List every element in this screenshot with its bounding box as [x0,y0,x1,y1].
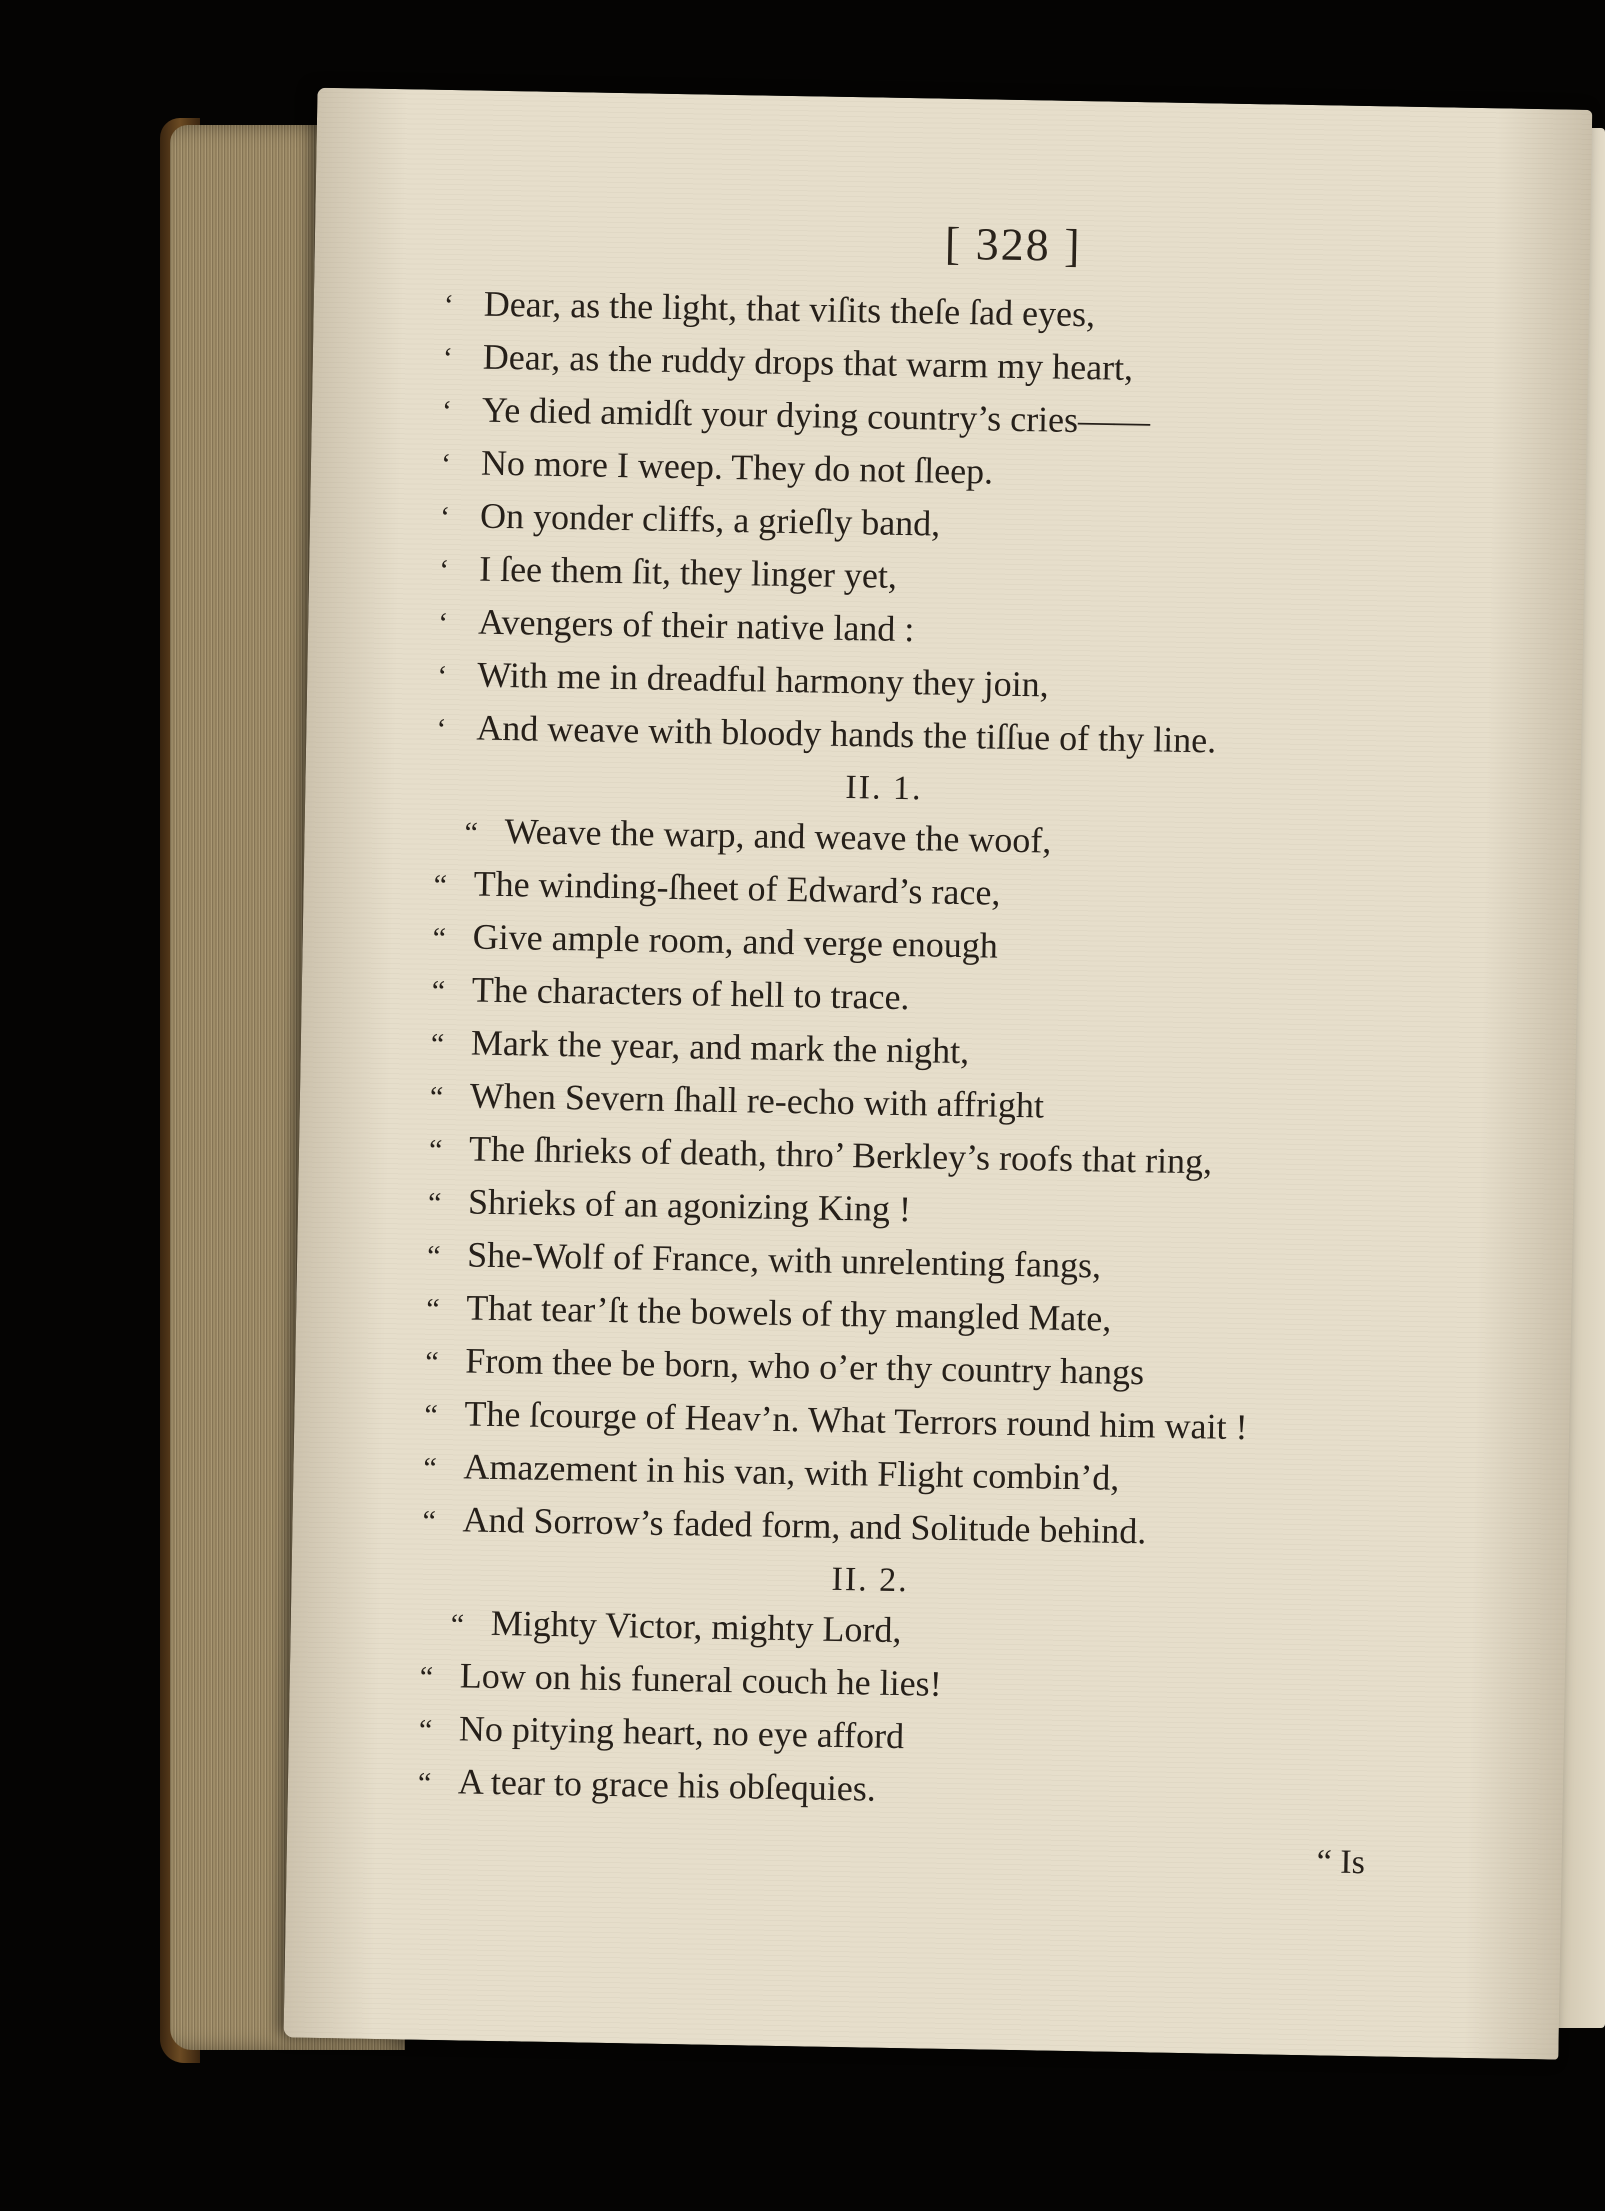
poem-line: “ Mark the year, and mark the night, [430,1022,970,1072]
poem-line: “ When Severn ſhall re-echo with affright [429,1075,1045,1126]
catchword: “ Is [1316,1843,1366,1882]
poem-line: “ Give ample room, and verge enough [432,916,999,966]
poem-line: “ And Sorrow’s faded form, and Solitude behind. [422,1499,1147,1552]
poem-line: ‘ And weave with bloody hands the tiſſue of thy line. [436,707,1217,761]
section-heading: II. 1. [845,769,923,808]
poem-line: “ Weave the warp, and weave the woof, [464,811,1052,861]
poem-line: ‘ Dear, as the ruddy drops that warm my heart, [442,336,1134,388]
poem-line: “ The winding-ſheet of Edward’s race, [433,863,1001,913]
poem-line: ‘ Avengers of their native land : [437,601,915,650]
poem-line: ‘ Dear, as the light, that viſits theſe ſad eyes, [443,283,1096,335]
poem-line: “ She-Wolf of France, with unrelenting fangs, [426,1234,1102,1286]
poem-line: “ Shrieks of an agonizing King ! [427,1181,912,1230]
poem-line: “ The ſhrieks of death, thro’ Berkley’s roofs that ring, [428,1128,1213,1182]
poem-line: “ Amazement in his van, with Flight combin’d, [423,1446,1120,1498]
section-heading: II. 2. [831,1560,910,1600]
poem-line: ‘ No more I weep. They do not ſleep. [440,442,994,492]
poem-line: ‘ On yonder cliffs, a grieſly band, [439,495,941,544]
book-page [284,88,1593,2060]
poem-line: “ Low on his funeral couch he lies! [419,1655,942,1704]
poem-line: ‘ With me in dreadful harmony they join, [437,654,1050,705]
poem-line: “ No pitying heart, no eye afford [418,1708,905,1757]
poem-line: ‘ Ye died amidſt your dying country’s cries—— [441,389,1151,442]
poem-text [284,88,1593,2060]
page-number: [ 328 ] [944,217,1082,272]
poem-line: “ From thee be born, who o’er thy country hangs [425,1340,1145,1393]
poem-line: “ A tear to grace his obſequies. [417,1761,877,1809]
poem-line: “ That tear’ſt the bowels of thy mangled Mate, [425,1287,1112,1339]
poem-line: “ Mighty Victor, mighty Lord, [450,1602,902,1651]
poem-line: ‘ I ſee them ſit, they linger yet, [438,548,898,596]
poem-line: “ The ſcourge of Heav’n. What Terrors round him wait ! [424,1393,1248,1448]
poem-line: “ The characters of hell to trace. [431,969,910,1018]
